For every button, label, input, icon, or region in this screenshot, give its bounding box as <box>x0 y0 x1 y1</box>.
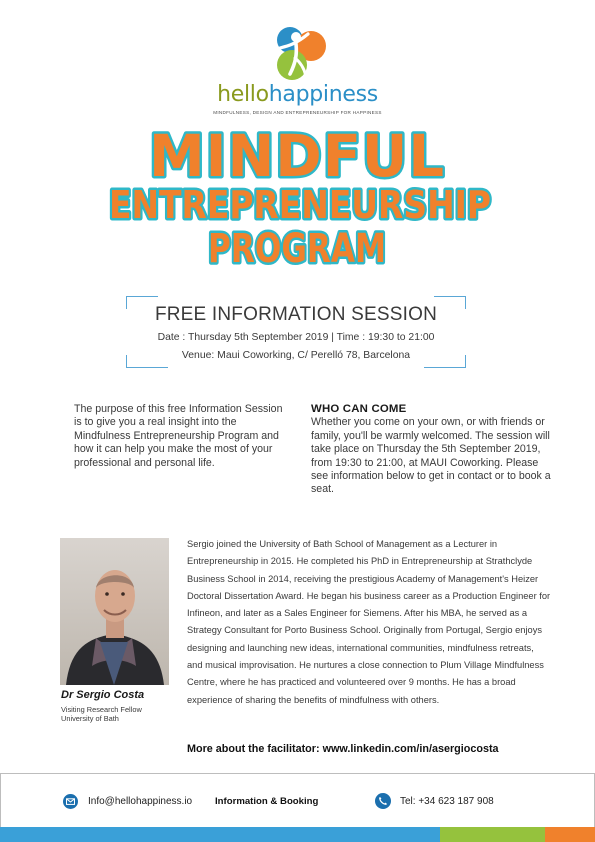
purpose-text: The purpose of this free Information Session is to give you a real insight into the Mindfulness Entrepreneurship Program and how it can help you make the most of your professional and personal life. <box>74 403 283 469</box>
facilitator-role <box>61 705 142 723</box>
footer-booking-label: Information & Booking <box>215 796 319 807</box>
wordmark-happiness: happiness <box>268 82 378 107</box>
brand-tagline: MINDFULNESS, DESIGN AND ENTREPRENEURSHIP FOR HAPPINESS <box>213 110 382 115</box>
purpose-section <box>74 403 289 470</box>
facilitator-link[interactable]: More about the facilitator: www.linkedin.com/in/asergiocosta <box>187 743 499 755</box>
facilitator-role-title: Visiting Research Fellow <box>61 705 142 714</box>
who-text: Whether you come on your own, or with friends or family, you'll be warmly welcomed. The session will take place on Thursday the 5th September 2019, from 19:30 to 21:00, at MAUI Coworking. Please see information below to get in contact or to book a seat. <box>311 416 551 496</box>
footer-email[interactable]: Info@hellohappiness.io <box>88 796 193 807</box>
logo-figure-icon <box>270 26 330 82</box>
headline-line-2: ENTREPRENEURSHIP <box>109 183 491 227</box>
mail-icon <box>63 794 78 809</box>
brand-logo <box>0 26 595 116</box>
facilitator-name: Dr Sergio Costa <box>61 689 145 701</box>
footer-stripe-orange <box>545 827 595 842</box>
session-date: Date : Thursday 5th September 2019 | Time : 19:30 to 21:00 <box>157 332 435 343</box>
footer-phone[interactable]: Tel: +34 623 187 908 <box>400 796 494 807</box>
who-can-come-section <box>311 403 551 497</box>
wordmark-hello: hello <box>217 82 269 107</box>
session-title: FREE INFORMATION SESSION <box>154 304 438 325</box>
who-heading: WHO CAN COME <box>311 403 407 415</box>
phone-icon <box>375 793 391 809</box>
program-headline <box>0 126 595 276</box>
brand-wordmark <box>0 82 595 107</box>
footer-stripe-blue <box>0 827 440 842</box>
headline-line-3: PROGRAM <box>208 226 386 272</box>
session-venue: Venue: Maui Coworking, C/ Perelló 78, Barcelona <box>181 350 411 361</box>
footer-stripe-green <box>440 827 545 842</box>
facilitator-photo <box>60 538 169 685</box>
facilitator-bio: Sergio joined the University of Bath School of Management as a Lecturer in Entrepreneurship in 2015. He completed his PhD in Entrepreneurship at Strathclyde Business School in 2014, receiving the prestigious Academy of Management's Heizer Doctoral Dissertation Award. He began his business career as a Production Engineer for Infineon, and later as a Sales Engineer for Siemens. After his MBA, he served as a Strategy Consultant for Porto Business School. Originally from Portugal, Sergio enjoys designing and launching new ideas, international communities, mindfulness retreats, and musical improvisation. He nurtures a close connection to Plum Village Mindfulness Centre, where he has practiced and volunteered over 9 months. He has a broad experience of sharing the benefits of mindfulness with others. <box>187 539 551 705</box>
facilitator-role-institution: University of Bath <box>61 714 119 723</box>
headline-line-1: MINDFUL <box>149 126 445 190</box>
session-info-box <box>126 296 466 368</box>
